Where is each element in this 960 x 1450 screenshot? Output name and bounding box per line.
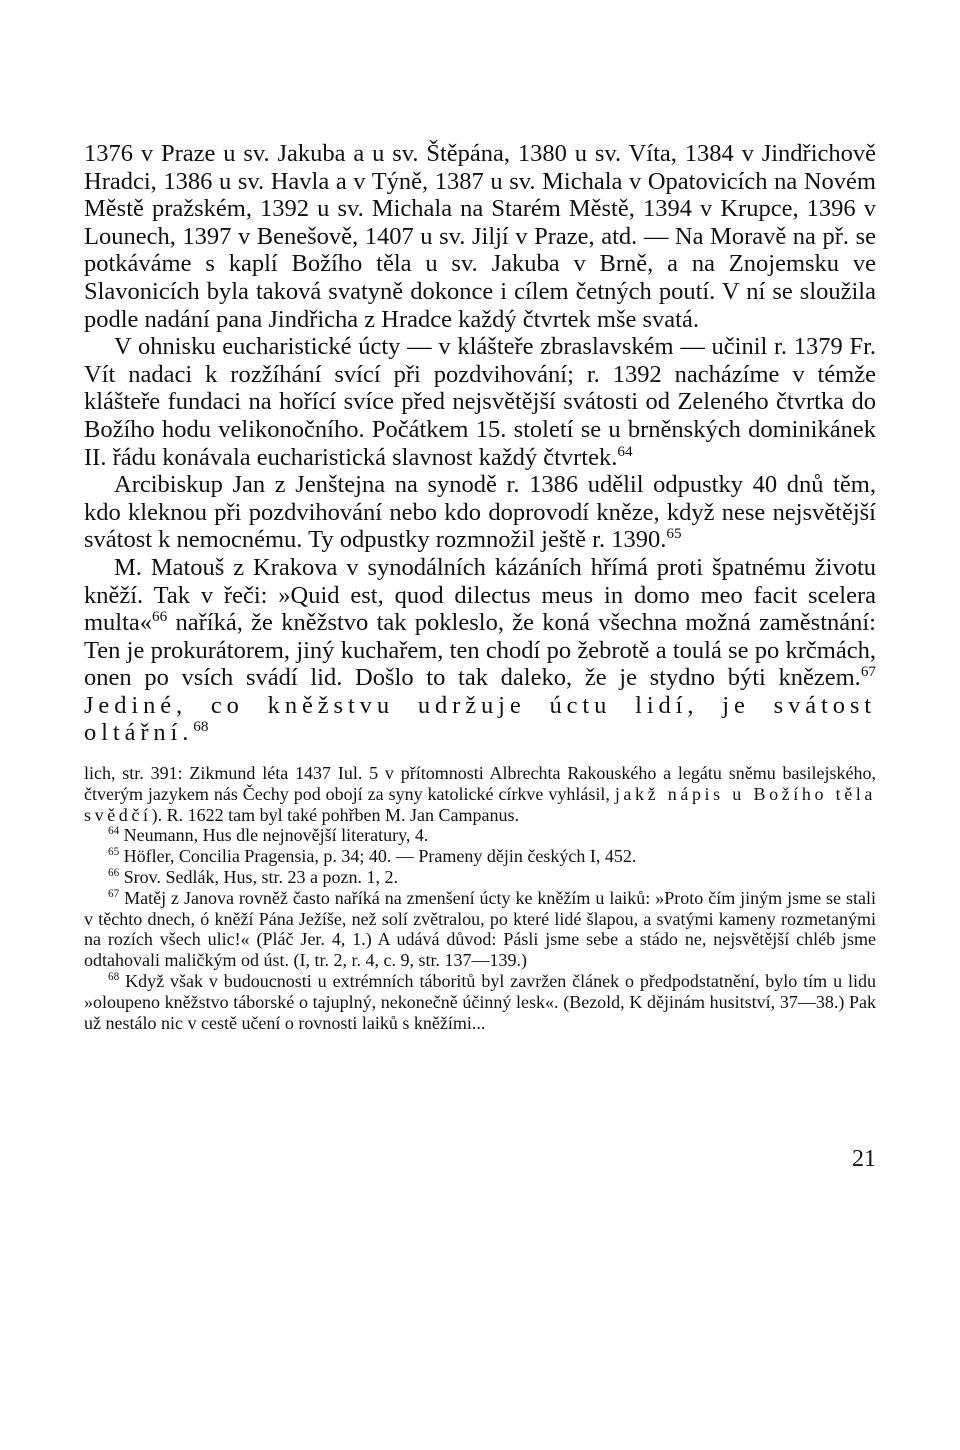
footnote-continuation-spaced: jakž nápis u Božího těla svědčí <box>84 783 876 825</box>
footnote-68-text: Když však v budoucnosti u extrémních táboritů byl zavržen článek o předpodstatnění, bylo tím u lidu »oloupeno kněžstvo táborské o tajuplný, nekonečně účinný lesk«. (Bezold, K dějinám husitství, 37—38.) Pak už nestálo nic v cestě učení o rovnosti laiků s kněžími... <box>84 971 876 1033</box>
footnote-continuation <box>84 763 876 825</box>
paragraph-1-text: 1376 v Praze u sv. Jakuba a u sv. Štěpána, 1380 u sv. Víta, 1384 v Jindřichově Hradci, 1386 u sv. Havla a v Týně, 1387 u sv. Michala v Opatovicích na Novém Městě pražském, 1392 u sv. Michala na Starém Městě, 1394 v Krupce, 1396 v Lounech, 1397 v Benešově, 1407 u sv. Jiljí v Praze, atd. — Na Moravě na př. se potkáváme s kaplí Božího těla u sv. Jakuba v Brně, a na Znojemsku ve Slavonicích byla taková svatyně dokonce i cílem četných poutí. V ní se sloužila podle nadání pana Jindřicha z Hradce každý čtvrtek mše svatá. <box>84 140 876 333</box>
footnote-66 <box>84 867 876 888</box>
footnote-64-number: 64 <box>108 825 120 838</box>
footnote-67-number: 67 <box>108 887 120 900</box>
footnote-67 <box>84 888 876 971</box>
footnote-64 <box>84 825 876 846</box>
footnote-ref-68: 68 <box>193 718 209 736</box>
paragraph-3 <box>84 471 876 554</box>
paragraph-2 <box>84 333 876 471</box>
footnote-continuation-text-b: ). R. 1622 tam byl také pohřben M. Jan Campanus. <box>151 804 520 825</box>
footnote-65-text: Höfler, Concilia Pragensia, p. 34; 40. — Prameny dějin českých I, 452. <box>119 846 637 867</box>
footnote-67-text: Matěj z Janova rovněž často naříká na zmenšení úcty ke kněžím u laiků: »Proto čím jiným jsme se stali v těchto dnech, ó kněží Pána Ježíše, než solí zvětralou, po které lidé šlapou, a svatými kameny rozmetanými na rozích všech ulic!« (Pláč Jer. 4, 1.) A udává důvod: Pásli jsme sebe a stádo ne, nejsvětější chléb jsme odtahovali maličkým od úst. (I, tr. 2, r. 4, c. 9, str. 137—139.) <box>84 887 876 971</box>
paragraph-3-text: Arcibiskup Jan z Jenštejna na synodě r. 1386 udělil odpustky 40 dnů těm, kdo kleknou při pozdvihování nebo kdo doprovodí kněze, když nese nejsvětější svátost k nemocnému. Ty odpustky rozmnožil ještě r. 1390. <box>84 471 876 554</box>
footnote-ref-67: 67 <box>860 663 876 681</box>
book-page <box>84 140 876 1033</box>
footnote-continuation-text-a: lich, str. 391: Zikmund léta 1437 Iul. 5 v přítomnosti Albrechta Rakouského a legátu sněmu basilejského, čtverým jazykem nás Čechy pod obojí za syny katolické církve vyhlásil, <box>84 763 876 804</box>
paragraph-2-text: V ohnisku eucharistické úcty — v klášteře zbraslavském — učinil r. 1379 Fr. Vít nadaci k rozžíhání svící při pozdvihování; r. 1392 nacházíme v témže klášteře fundaci na hořící svíce před nejsvětější svátosti od Zeleného čtvrtka do Božího hodu velikonočního. Počátkem 15. století se u brněnských dominikánek II. řádu konávala eucharistická slavnost každý čtvrtek. <box>84 333 876 471</box>
footnote-ref-65: 65 <box>666 525 682 543</box>
footnotes <box>84 763 876 1033</box>
footnote-68-number: 68 <box>108 971 120 984</box>
paragraph-4-spaced-text: Jediné, co kněžstvu udržuje úctu lidí, je svátost oltářní. <box>84 691 876 747</box>
paragraph-4-text-b: naříká, že kněžstvo tak pokleslo, že koná všechna možná zaměstnání: Ten je prokurátorem, jiný kuchařem, ten chodí po žebrotě a toulá se po krčmách, onen po vsích svádí lid. Došlo to tak daleko, že je stydno býti knězem. <box>84 609 876 692</box>
paragraph-4-text-a: M. Matouš z Krakova v synodálních kázáních hřímá proti špatnému životu kněží. Tak v řeči: »Quid est, quod dilectus meus in domo meo facit scelera multa« <box>84 553 876 637</box>
footnote-ref-66: 66 <box>152 607 168 625</box>
footnote-64-text: Neumann, Hus dle nejnovější literatury, 4. <box>119 825 429 846</box>
footnote-65-number: 65 <box>108 846 120 859</box>
main-text <box>84 140 876 747</box>
footnote-ref-64: 64 <box>617 442 633 460</box>
footnote-66-number: 66 <box>108 867 120 880</box>
footnote-66-text: Srov. Sedlák, Hus, str. 23 a pozn. 1, 2. <box>119 867 398 888</box>
paragraph-4 <box>84 554 876 747</box>
footnote-68 <box>84 971 876 1033</box>
footnote-65 <box>84 846 876 867</box>
paragraph-1 <box>84 140 876 333</box>
page-number: 21 <box>852 1146 876 1172</box>
